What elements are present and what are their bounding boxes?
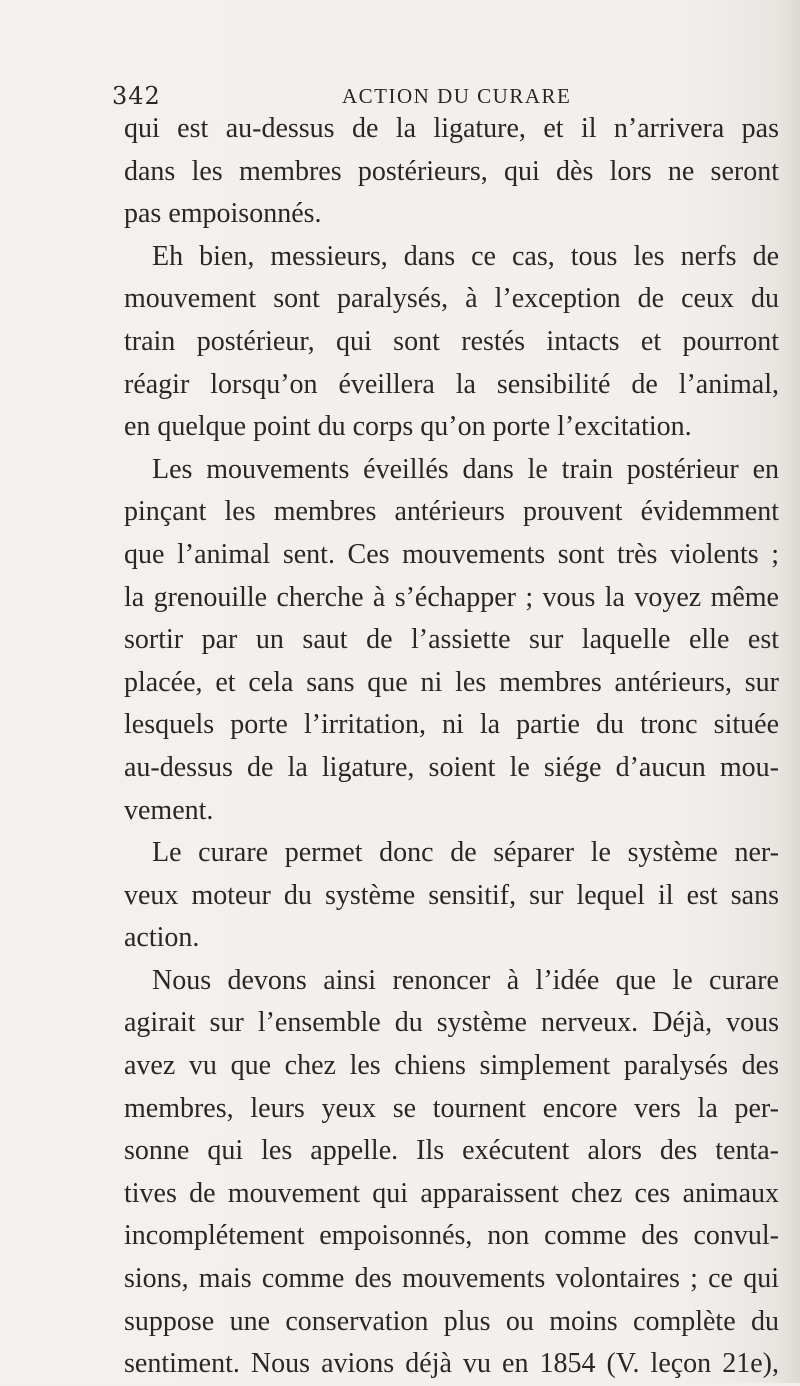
text-line: incomplétement empoisonnés, non comme des convul- [124, 1220, 779, 1252]
text-line: pas empoisonnés. [124, 198, 322, 230]
text-line: action. [124, 922, 200, 954]
text-line: sentiment. Nous avions déjà vu en 1854 (V. leçon 21e), [124, 1348, 779, 1380]
text-line: Eh bien, messieurs, dans ce cas, tous les nerfs de [152, 240, 779, 272]
text-line: dans les membres postérieurs, qui dès lors ne seront [124, 155, 779, 187]
text-line: suppose une conservation plus ou moins complète du [124, 1305, 779, 1337]
text-line: veux moteur du système sensitif, sur lequel il est sans [124, 879, 779, 911]
text-line: la grenouille cherche à s’échapper ; vous la voyez même [124, 581, 779, 613]
text-line: sortir par un saut de l’assiette sur laquelle elle est [124, 624, 779, 656]
text-line: train postérieur, qui sont restés intacts et pourront [124, 325, 779, 357]
running-title: ACTION DU CURARE [342, 84, 572, 108]
text-line: mouvement sont paralysés, à l’exception de ceux du [124, 283, 779, 315]
text-line: sions, mais comme des mouvements volontaires ; ce qui [124, 1263, 779, 1295]
text-line: pinçant les membres antérieurs prouvent évidemment [124, 496, 779, 528]
text-line: lesquels porte l’irritation, ni la partie du tronc située [124, 709, 779, 741]
text-line: Nous devons ainsi renoncer à l’idée que le curare [152, 964, 779, 996]
text-line: sonne qui les appelle. Ils exécutent alors des tenta- [124, 1135, 779, 1167]
text-line: Le curare permet donc de séparer le système ner- [152, 837, 779, 869]
text-line: au-dessus de la ligature, soient le siége d’aucun mou- [124, 751, 779, 783]
body-text [124, 108, 779, 1386]
text-line: tives de mouvement qui apparaissent chez ces animaux [124, 1177, 779, 1209]
text-line: membres, leurs yeux se tournent encore vers la per- [124, 1092, 779, 1124]
page-number: 342 [112, 82, 161, 110]
text-line: vement. [124, 794, 214, 826]
text-line: agirait sur l’ensemble du système nerveux. Déjà, vous [124, 1007, 779, 1039]
text-line: qui est au-dessus de la ligature, et il n’arrivera pas [124, 113, 779, 144]
text-line: en quelque point du corps qu’on porte l’excitation. [124, 411, 692, 443]
text-line: Les mouvements éveillés dans le train postérieur en [152, 453, 779, 485]
text-line: avez vu que chez les chiens simplement paralysés des [124, 1050, 779, 1082]
text-line: placée, et cela sans que ni les membres antérieurs, sur [124, 666, 779, 698]
text-line: réagir lorsqu’on éveillera la sensibilité de l’animal, [124, 368, 779, 400]
text-line: que l’animal sent. Ces mouvements sont très violents ; [124, 538, 779, 570]
